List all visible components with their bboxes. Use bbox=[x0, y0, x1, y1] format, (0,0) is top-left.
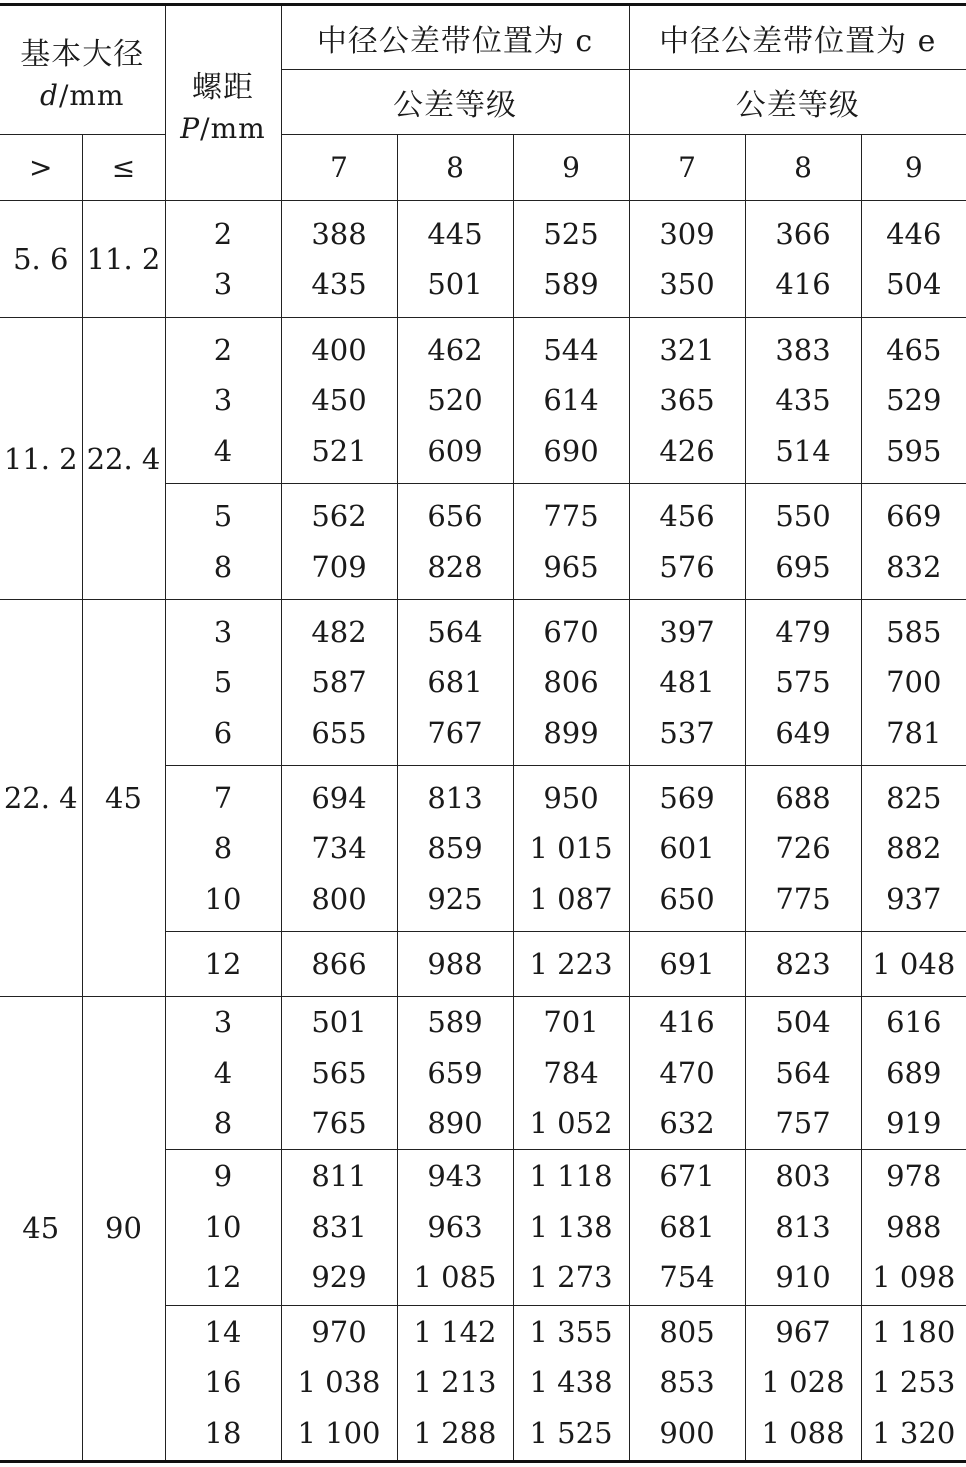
tolerance-value: 950 bbox=[543, 780, 599, 815]
tolerance-value: 988 bbox=[427, 946, 483, 981]
tolerance-value: 805 bbox=[659, 1314, 715, 1349]
pitch-cell bbox=[165, 201, 281, 318]
diameter-to-cell: 45 bbox=[82, 600, 165, 997]
tolerance-value: 569 bbox=[659, 780, 715, 815]
value-cell-e9 bbox=[861, 201, 966, 318]
pitch-cell bbox=[165, 318, 281, 484]
tolerance-value: 609 bbox=[427, 433, 483, 468]
value-cell-c8 bbox=[397, 997, 513, 1150]
tolerance-value: 601 bbox=[659, 831, 715, 866]
value-cell-e7 bbox=[629, 766, 745, 932]
pitch-value: 3 bbox=[213, 1005, 233, 1039]
tolerance-value: 767 bbox=[427, 715, 483, 750]
pitch-cell bbox=[165, 1149, 281, 1305]
pitch-value: 5 bbox=[213, 665, 233, 700]
value-cell-e8 bbox=[745, 600, 861, 766]
tolerance-value: 435 bbox=[311, 267, 367, 301]
header-greater-than: > bbox=[0, 135, 82, 201]
tolerance-value: 544 bbox=[543, 332, 599, 367]
tolerance-value: 709 bbox=[311, 549, 367, 584]
tolerance-value: 1 052 bbox=[529, 1106, 613, 1140]
tolerance-value: 900 bbox=[659, 1415, 715, 1450]
tolerance-value: 465 bbox=[886, 332, 942, 367]
tolerance-value: 866 bbox=[311, 946, 367, 981]
header-grade-c7: 7 bbox=[281, 135, 397, 201]
tolerance-value: 416 bbox=[775, 267, 831, 301]
header-basic-diameter bbox=[0, 5, 165, 135]
value-cell-c9 bbox=[513, 932, 629, 997]
pitch-value: 3 bbox=[213, 267, 233, 301]
tolerance-value: 426 bbox=[659, 433, 715, 468]
pitch-value: 6 bbox=[213, 715, 233, 750]
tolerance-value: 765 bbox=[311, 1106, 367, 1140]
tolerance-value: 521 bbox=[311, 433, 367, 468]
table-row bbox=[0, 600, 966, 766]
tolerance-value: 462 bbox=[427, 332, 483, 367]
tolerance-value: 831 bbox=[311, 1209, 367, 1244]
tolerance-value: 321 bbox=[659, 332, 715, 367]
tolerance-value: 853 bbox=[659, 1365, 715, 1400]
tolerance-value: 978 bbox=[886, 1159, 942, 1194]
tolerance-value: 416 bbox=[659, 1005, 715, 1039]
pitch-value: 2 bbox=[213, 332, 233, 367]
tolerance-value: 655 bbox=[311, 715, 367, 750]
tolerance-value: 504 bbox=[886, 267, 942, 301]
diameter-to-cell: 22. 4 bbox=[82, 318, 165, 600]
pitch-value: 4 bbox=[213, 433, 233, 468]
tolerance-value: 882 bbox=[886, 831, 942, 866]
value-cell-c8 bbox=[397, 1305, 513, 1461]
tolerance-value: 446 bbox=[886, 216, 942, 251]
tolerance-value: 456 bbox=[659, 499, 715, 533]
tolerance-value: 501 bbox=[427, 267, 483, 301]
tolerance-value: 811 bbox=[311, 1159, 367, 1194]
tolerance-value: 965 bbox=[543, 549, 599, 584]
tolerance-value: 650 bbox=[659, 881, 715, 916]
tolerance-value: 309 bbox=[659, 216, 715, 251]
value-cell-e8 bbox=[745, 201, 861, 318]
tolerance-value: 781 bbox=[886, 715, 942, 750]
tolerance-value: 616 bbox=[886, 1005, 942, 1039]
tolerance-value: 803 bbox=[775, 1159, 831, 1194]
tolerance-value: 813 bbox=[775, 1209, 831, 1244]
value-cell-c7 bbox=[281, 997, 397, 1150]
value-cell-c7 bbox=[281, 201, 397, 318]
tolerance-value: 1 288 bbox=[413, 1415, 497, 1450]
table-header bbox=[0, 5, 966, 201]
tolerance-value: 1 015 bbox=[529, 831, 613, 866]
pitch-cell bbox=[165, 766, 281, 932]
tolerance-value: 832 bbox=[886, 549, 942, 584]
tolerance-value: 649 bbox=[775, 715, 831, 750]
value-cell-e9 bbox=[861, 1149, 966, 1305]
value-cell-c7 bbox=[281, 932, 397, 997]
tolerance-value: 589 bbox=[427, 1005, 483, 1039]
tolerance-value: 564 bbox=[775, 1055, 831, 1090]
tolerance-value: 919 bbox=[886, 1106, 942, 1140]
diameter-to-cell: 11. 2 bbox=[82, 201, 165, 318]
tolerance-value: 694 bbox=[311, 780, 367, 815]
pitch-value: 8 bbox=[213, 831, 233, 866]
tolerance-value: 859 bbox=[427, 831, 483, 866]
pitch-value: 9 bbox=[213, 1159, 233, 1194]
tolerance-value: 1 525 bbox=[529, 1415, 613, 1450]
value-cell-e8 bbox=[745, 997, 861, 1150]
tolerance-value: 435 bbox=[775, 383, 831, 418]
tolerance-value: 700 bbox=[886, 665, 942, 700]
tolerance-value: 383 bbox=[775, 332, 831, 367]
tolerance-value: 1 088 bbox=[761, 1415, 845, 1450]
tolerance-value: 1 100 bbox=[297, 1415, 381, 1450]
value-cell-c7 bbox=[281, 766, 397, 932]
header-diameter-unit: /mm bbox=[58, 78, 125, 112]
value-cell-c9 bbox=[513, 997, 629, 1150]
pitch-value: 10 bbox=[204, 881, 242, 916]
value-cell-e9 bbox=[861, 766, 966, 932]
value-cell-c8 bbox=[397, 932, 513, 997]
tolerance-value: 576 bbox=[659, 549, 715, 584]
tolerance-value: 1 118 bbox=[529, 1159, 613, 1194]
tolerance-value: 504 bbox=[775, 1005, 831, 1039]
table-row bbox=[0, 201, 966, 318]
tolerance-value: 943 bbox=[427, 1159, 483, 1194]
tolerance-value: 595 bbox=[886, 433, 942, 468]
tolerance-value: 937 bbox=[886, 881, 942, 916]
value-cell-c8 bbox=[397, 484, 513, 600]
tolerance-value: 691 bbox=[659, 946, 715, 981]
tolerance-value: 350 bbox=[659, 267, 715, 301]
tolerance-value: 1 180 bbox=[872, 1314, 956, 1349]
value-cell-e9 bbox=[861, 997, 966, 1150]
pitch-cell bbox=[165, 484, 281, 600]
tolerance-value: 775 bbox=[775, 881, 831, 916]
header-grade-c8: 8 bbox=[397, 135, 513, 201]
tolerance-value: 565 bbox=[311, 1055, 367, 1090]
header-position-e: 中径公差带位置为 e bbox=[629, 5, 966, 70]
tolerance-value: 925 bbox=[427, 881, 483, 916]
value-cell-c9 bbox=[513, 484, 629, 600]
header-pitch-label: 螺距 bbox=[192, 69, 254, 105]
value-cell-c9 bbox=[513, 766, 629, 932]
value-cell-e8 bbox=[745, 1305, 861, 1461]
value-cell-c7 bbox=[281, 600, 397, 766]
tolerance-value: 963 bbox=[427, 1209, 483, 1244]
tolerance-value: 1 038 bbox=[297, 1365, 381, 1400]
pitch-value: 16 bbox=[204, 1365, 242, 1400]
value-cell-c8 bbox=[397, 318, 513, 484]
header-grade-e8: 8 bbox=[745, 135, 861, 201]
tolerance-value: 562 bbox=[311, 499, 367, 533]
tolerance-value: 1 213 bbox=[413, 1365, 497, 1400]
tolerance-value: 564 bbox=[427, 614, 483, 649]
header-position-c: 中径公差带位置为 c bbox=[281, 5, 629, 70]
tolerance-value: 690 bbox=[543, 433, 599, 468]
tolerance-value: 659 bbox=[427, 1055, 483, 1090]
tolerance-value: 988 bbox=[886, 1209, 942, 1244]
tolerance-value: 587 bbox=[311, 665, 367, 700]
header-grade-e7: 7 bbox=[629, 135, 745, 201]
tolerance-value: 970 bbox=[311, 1314, 367, 1349]
value-cell-e8 bbox=[745, 766, 861, 932]
value-cell-c9 bbox=[513, 1305, 629, 1461]
value-cell-e9 bbox=[861, 484, 966, 600]
value-cell-c8 bbox=[397, 600, 513, 766]
pitch-cell bbox=[165, 600, 281, 766]
diameter-from-cell: 5. 6 bbox=[0, 201, 82, 318]
tolerance-value: 671 bbox=[659, 1159, 715, 1194]
tolerance-value: 806 bbox=[543, 665, 599, 700]
value-cell-c9 bbox=[513, 600, 629, 766]
tolerance-value: 1 048 bbox=[872, 946, 956, 981]
value-cell-c7 bbox=[281, 1305, 397, 1461]
value-cell-e7 bbox=[629, 1305, 745, 1461]
header-grade-c: 公差等级 bbox=[281, 70, 629, 135]
value-cell-e7 bbox=[629, 997, 745, 1150]
tolerance-value: 366 bbox=[775, 216, 831, 251]
pitch-cell bbox=[165, 932, 281, 997]
tolerance-value: 482 bbox=[311, 614, 367, 649]
tolerance-value: 910 bbox=[775, 1260, 831, 1295]
value-cell-e9 bbox=[861, 600, 966, 766]
tolerance-value: 520 bbox=[427, 383, 483, 418]
pitch-value: 14 bbox=[204, 1314, 242, 1349]
pitch-value: 3 bbox=[213, 614, 233, 649]
tolerance-value: 1 253 bbox=[872, 1365, 956, 1400]
table-row bbox=[0, 318, 966, 484]
diameter-from-cell: 22. 4 bbox=[0, 600, 82, 997]
pitch-value: 8 bbox=[213, 1106, 233, 1140]
tolerance-value: 754 bbox=[659, 1260, 715, 1295]
pitch-value: 7 bbox=[213, 780, 233, 815]
value-cell-c7 bbox=[281, 484, 397, 600]
value-cell-e8 bbox=[745, 1149, 861, 1305]
tolerance-value: 656 bbox=[427, 499, 483, 533]
pitch-value: 8 bbox=[213, 549, 233, 584]
diameter-from-cell: 11. 2 bbox=[0, 318, 82, 600]
tolerance-value: 1 223 bbox=[529, 946, 613, 981]
tolerance-value: 614 bbox=[543, 383, 599, 418]
value-cell-e7 bbox=[629, 318, 745, 484]
tolerance-value: 899 bbox=[543, 715, 599, 750]
value-cell-e7 bbox=[629, 932, 745, 997]
tolerance-value: 823 bbox=[775, 946, 831, 981]
tolerance-value: 726 bbox=[775, 831, 831, 866]
tolerance-value: 757 bbox=[775, 1106, 831, 1140]
value-cell-e7 bbox=[629, 600, 745, 766]
value-cell-c8 bbox=[397, 766, 513, 932]
tolerance-value: 537 bbox=[659, 715, 715, 750]
pitch-value: 3 bbox=[213, 383, 233, 418]
tolerance-value: 550 bbox=[775, 499, 831, 533]
tolerance-value: 813 bbox=[427, 780, 483, 815]
pitch-cell bbox=[165, 997, 281, 1150]
tolerance-value: 681 bbox=[659, 1209, 715, 1244]
tolerance-value: 388 bbox=[311, 216, 367, 251]
tolerance-value: 825 bbox=[886, 780, 942, 815]
tolerance-value: 525 bbox=[543, 216, 599, 251]
tolerance-value: 589 bbox=[543, 267, 599, 301]
value-cell-e8 bbox=[745, 318, 861, 484]
value-cell-e8 bbox=[745, 932, 861, 997]
header-pitch bbox=[165, 5, 281, 201]
value-cell-e7 bbox=[629, 484, 745, 600]
tolerance-value: 1 273 bbox=[529, 1260, 613, 1295]
tolerance-value: 1 320 bbox=[872, 1415, 956, 1450]
value-cell-e9 bbox=[861, 318, 966, 484]
tolerance-value: 400 bbox=[311, 332, 367, 367]
value-cell-c7 bbox=[281, 318, 397, 484]
tolerance-value: 828 bbox=[427, 549, 483, 584]
header-diameter-symbol: d bbox=[40, 78, 59, 112]
tolerance-value: 670 bbox=[543, 614, 599, 649]
tolerance-value: 669 bbox=[886, 499, 942, 533]
pitch-value: 18 bbox=[204, 1415, 242, 1450]
tolerance-value: 775 bbox=[543, 499, 599, 533]
tolerance-value: 481 bbox=[659, 665, 715, 700]
tolerance-value: 1 438 bbox=[529, 1365, 613, 1400]
pitch-value: 12 bbox=[204, 946, 242, 981]
tolerance-value: 688 bbox=[775, 780, 831, 815]
tolerance-value: 1 087 bbox=[529, 881, 613, 916]
value-cell-c9 bbox=[513, 201, 629, 318]
tolerance-value: 501 bbox=[311, 1005, 367, 1039]
value-cell-c9 bbox=[513, 318, 629, 484]
tolerance-value: 689 bbox=[886, 1055, 942, 1090]
pitch-value: 2 bbox=[213, 216, 233, 251]
value-cell-e9 bbox=[861, 932, 966, 997]
value-cell-e7 bbox=[629, 201, 745, 318]
tolerance-value: 1 098 bbox=[872, 1260, 956, 1295]
pitch-value: 5 bbox=[213, 499, 233, 533]
tolerance-value: 701 bbox=[543, 1005, 599, 1039]
header-basic-diameter-label: 基本大径 bbox=[20, 36, 145, 72]
tolerance-value: 445 bbox=[427, 216, 483, 251]
tolerance-value: 585 bbox=[886, 614, 942, 649]
header-less-equal: ≤ bbox=[82, 135, 165, 201]
table-body bbox=[0, 201, 966, 1462]
tolerance-value: 365 bbox=[659, 383, 715, 418]
tolerance-value: 1 028 bbox=[761, 1365, 845, 1400]
pitch-value: 4 bbox=[213, 1055, 233, 1090]
header-pitch-symbol: P bbox=[180, 111, 201, 145]
value-cell-e8 bbox=[745, 484, 861, 600]
header-pitch-unit: /mm bbox=[200, 111, 266, 145]
tolerance-value: 929 bbox=[311, 1260, 367, 1295]
table-row bbox=[0, 997, 966, 1150]
value-cell-c8 bbox=[397, 1149, 513, 1305]
value-cell-c7 bbox=[281, 1149, 397, 1305]
tolerance-value: 479 bbox=[775, 614, 831, 649]
pitch-value: 10 bbox=[204, 1209, 242, 1244]
tolerance-value: 632 bbox=[659, 1106, 715, 1140]
tolerance-value: 1 142 bbox=[413, 1314, 497, 1349]
tolerance-value: 681 bbox=[427, 665, 483, 700]
diameter-from-cell: 45 bbox=[0, 997, 82, 1462]
value-cell-e7 bbox=[629, 1149, 745, 1305]
header-grade-e: 公差等级 bbox=[629, 70, 966, 135]
tolerance-value: 967 bbox=[775, 1314, 831, 1349]
tolerance-value: 1 138 bbox=[529, 1209, 613, 1244]
tolerance-value: 514 bbox=[775, 433, 831, 468]
tolerance-value: 1 085 bbox=[413, 1260, 497, 1295]
value-cell-c8 bbox=[397, 201, 513, 318]
tolerance-value: 695 bbox=[775, 549, 831, 584]
tolerance-value: 470 bbox=[659, 1055, 715, 1090]
pitch-cell bbox=[165, 1305, 281, 1461]
value-cell-c9 bbox=[513, 1149, 629, 1305]
tolerance-value: 397 bbox=[659, 614, 715, 649]
diameter-to-cell: 90 bbox=[82, 997, 165, 1462]
tolerance-value: 800 bbox=[311, 881, 367, 916]
tolerance-value: 890 bbox=[427, 1106, 483, 1140]
tolerance-value: 734 bbox=[311, 831, 367, 866]
pitch-value: 12 bbox=[204, 1260, 242, 1295]
tolerance-table bbox=[0, 3, 966, 1463]
tolerance-value: 450 bbox=[311, 383, 367, 418]
tolerance-value: 1 355 bbox=[529, 1314, 613, 1349]
value-cell-e9 bbox=[861, 1305, 966, 1461]
tolerance-value: 529 bbox=[886, 383, 942, 418]
tolerance-value: 784 bbox=[543, 1055, 599, 1090]
header-grade-c9: 9 bbox=[513, 135, 629, 201]
header-grade-e9: 9 bbox=[861, 135, 966, 201]
tolerance-value: 575 bbox=[775, 665, 831, 700]
